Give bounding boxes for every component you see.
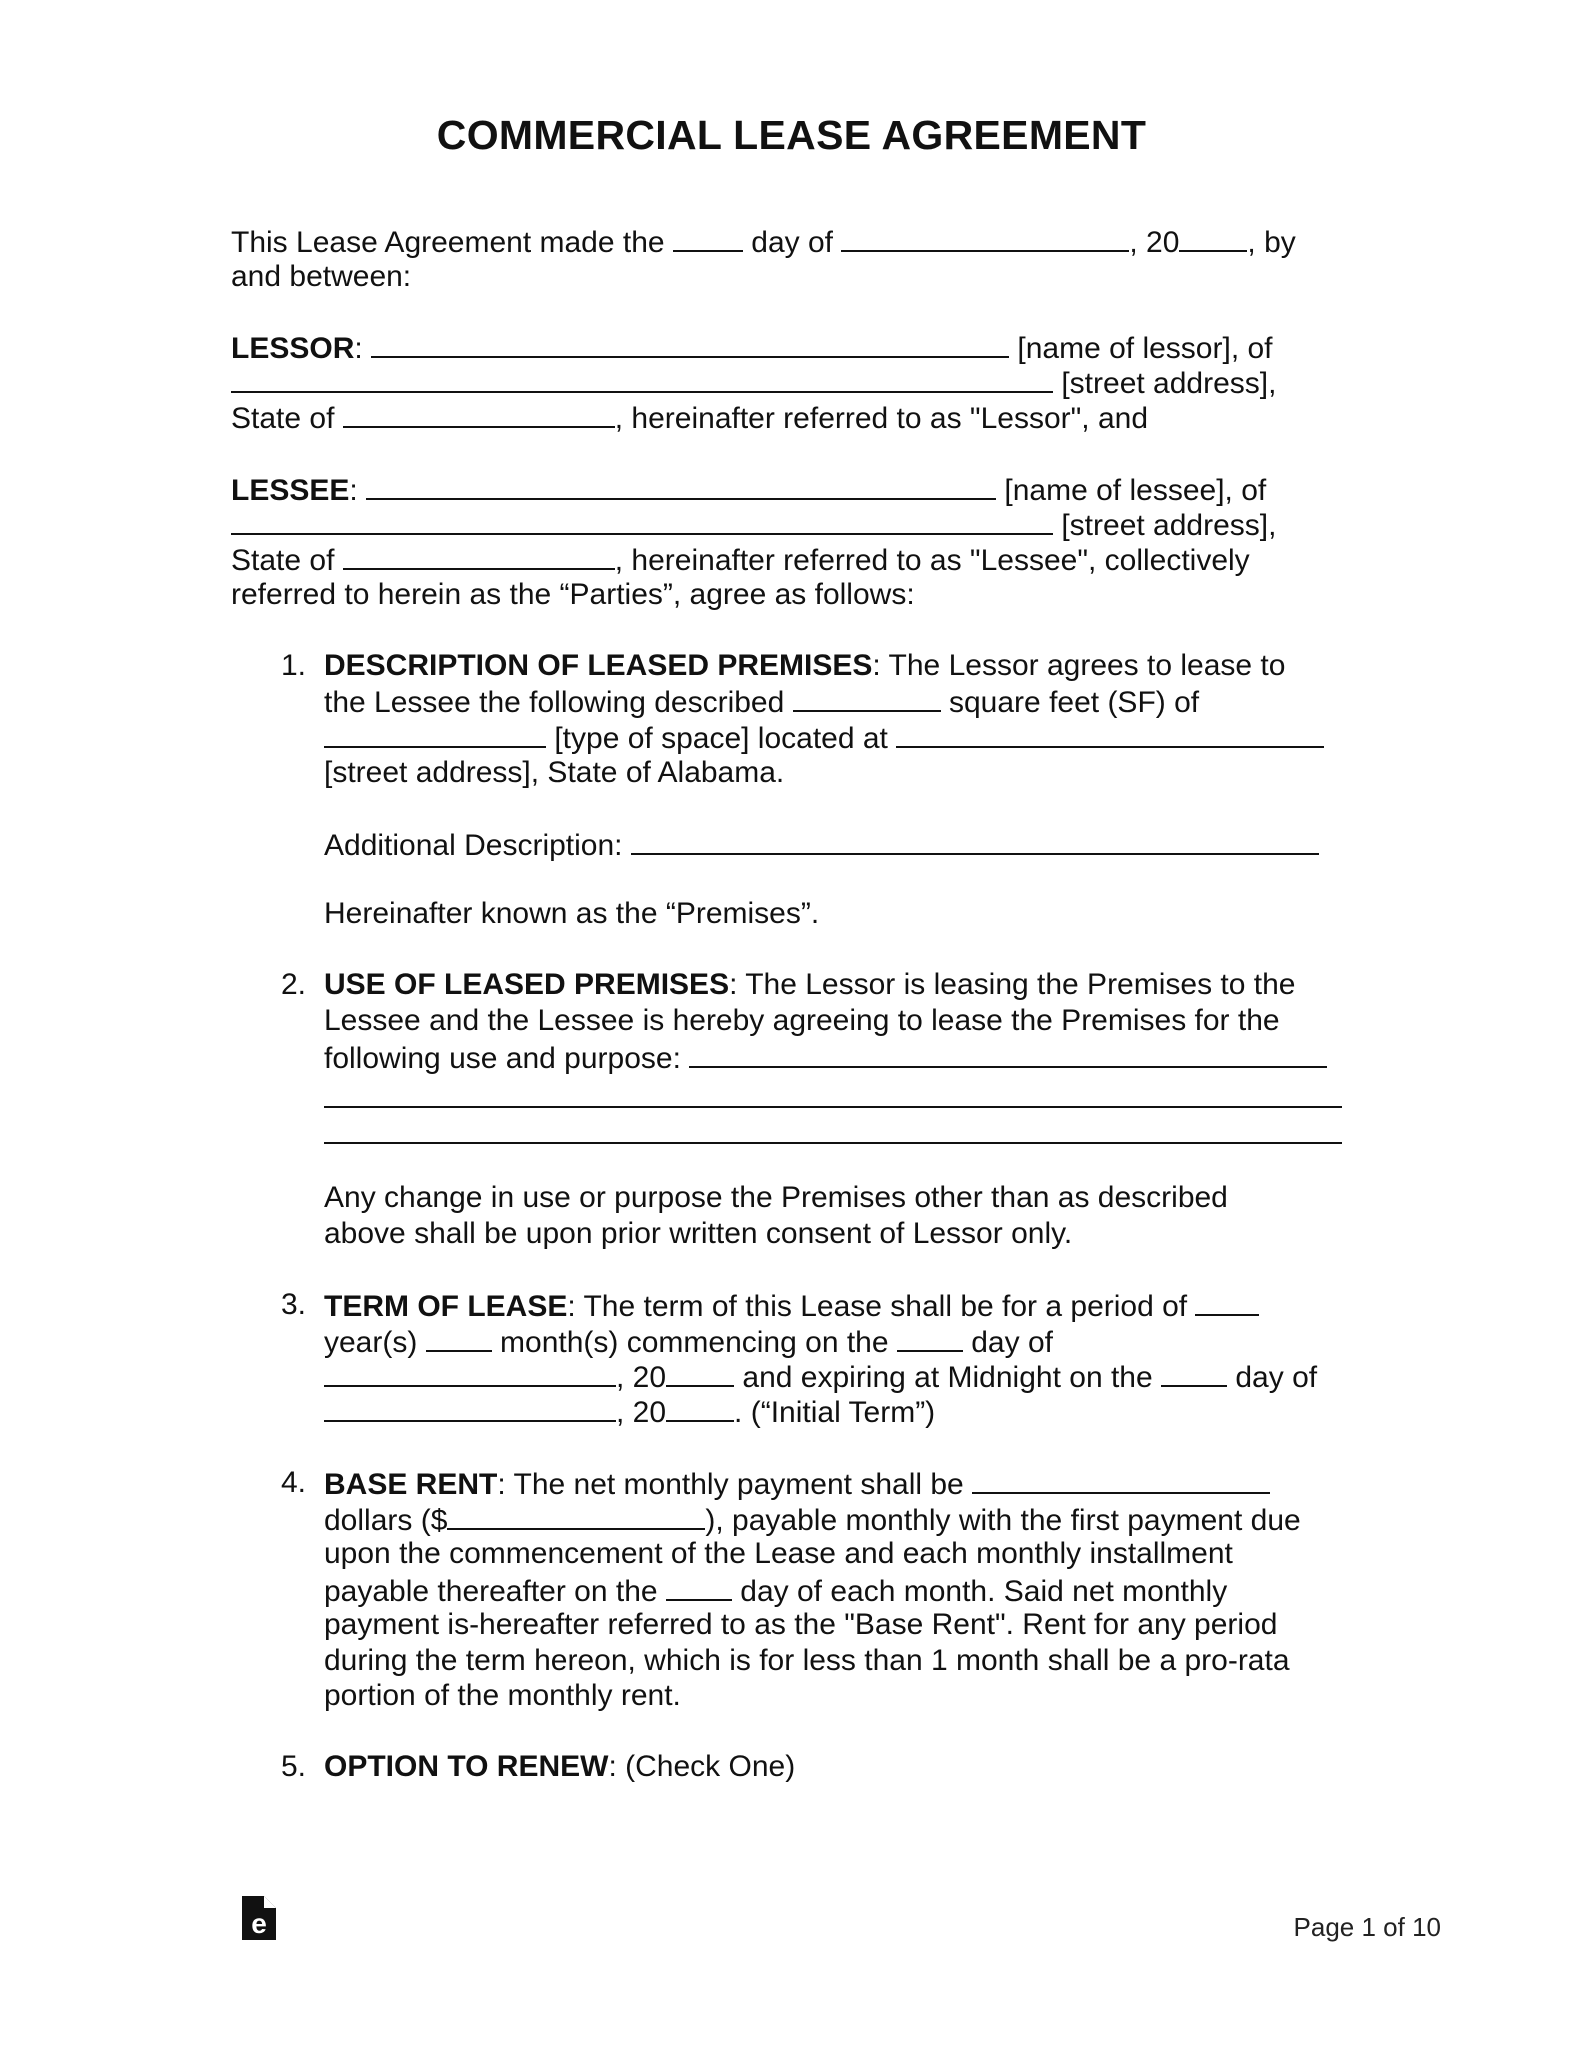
year-blank[interactable] [1179, 223, 1247, 252]
section-3-text: day of [971, 1326, 1053, 1359]
use-purpose-line-3[interactable] [324, 1142, 1342, 1144]
section-4-line-4 [324, 1572, 1227, 1610]
section-3-text: . (“Initial Term”) [734, 1396, 936, 1429]
section-2-line-2: Lessee and the Lessee is hereby agreeing to lease the Premises for the [324, 1004, 1280, 1037]
section-3-text: and expiring at Midnight on the [742, 1361, 1153, 1394]
lessee-street-hint: [street address], [1061, 509, 1277, 542]
lessor-state-blank[interactable] [343, 399, 615, 428]
section-4-text: dollars ($ [324, 1504, 448, 1537]
section-4-line-1 [324, 1465, 1270, 1503]
term-months-blank[interactable] [426, 1323, 492, 1352]
section-2-para-1: Any change in use or purpose the Premises other than as described [324, 1181, 1228, 1214]
intro-line-1 [231, 223, 1296, 261]
end-year-blank[interactable] [666, 1393, 734, 1422]
section-3-line-4 [324, 1393, 935, 1431]
end-day-blank[interactable] [1161, 1358, 1227, 1387]
section-1-line-1 [324, 648, 1285, 684]
page-number: Page 1 of 10 [1293, 1912, 1441, 1942]
intro-text: day of [751, 226, 834, 259]
lessee-line-3 [231, 541, 1250, 579]
section-3-text: month(s) commencing on the [500, 1326, 889, 1359]
section-2-text: : The Lessor is leasing the Premises to the [729, 968, 1296, 1001]
lessor-state-text: , hereinafter referred to as "Lessor", and [614, 402, 1148, 435]
lessor-state-label: State of [231, 402, 335, 435]
section-1-heading: DESCRIPTION OF LEASED PREMISES [324, 649, 873, 682]
intro-text: This Lease Agreement made the [231, 226, 665, 259]
space-type-blank[interactable] [324, 719, 546, 748]
section-3-number: 3. [280, 1288, 306, 1321]
lessor-line-3 [231, 399, 1148, 437]
lessee-colon: : [349, 474, 358, 507]
section-4-heading: BASE RENT [324, 1468, 498, 1501]
use-purpose-blank[interactable] [689, 1039, 1327, 1068]
monthly-payment-amount-blank[interactable] [447, 1501, 705, 1530]
section-1-line-3 [324, 719, 1324, 757]
section-3-line-1 [324, 1287, 1259, 1325]
section-3-heading: TERM OF LEASE [324, 1290, 568, 1323]
payment-day-blank[interactable] [666, 1572, 732, 1601]
lessor-colon: : [354, 332, 363, 365]
section-2-heading: USE OF LEASED PREMISES [324, 968, 730, 1001]
square-feet-blank[interactable] [793, 683, 941, 712]
lessor-name-hint: [name of lessor], of [1017, 332, 1273, 365]
lessee-label: LESSEE [231, 474, 350, 507]
section-3-line-3 [324, 1358, 1317, 1396]
section-2-number: 2. [280, 968, 306, 1001]
section-3-text: day of [1235, 1361, 1318, 1394]
section-4-number: 4. [280, 1466, 306, 1499]
section-1-text: : The Lessor agrees to lease to [872, 649, 1286, 682]
lessor-label: LESSOR [231, 332, 355, 365]
section-1-text: [type of space] located at [554, 722, 888, 755]
section-2-text: following use and purpose: [324, 1042, 681, 1075]
section-4-text: : The net monthly payment shall be [497, 1468, 964, 1501]
start-month-blank[interactable] [324, 1358, 616, 1387]
intro-line-2: and between: [231, 260, 412, 293]
section-4-text: payable thereafter on the [324, 1575, 658, 1608]
lessor-street-blank[interactable] [231, 364, 1053, 393]
eforms-e-logo-icon [242, 1896, 276, 1940]
lessee-state-text: , hereinafter referred to as "Lessee", collectively [614, 544, 1250, 577]
section-4-line-2 [324, 1501, 1301, 1539]
section-3-text: year(s) [324, 1326, 418, 1359]
additional-description-label: Additional Description: [324, 829, 623, 862]
section-4-line-7: portion of the monthly rent. [324, 1679, 681, 1712]
section-3-text: : The term of this Lease shall be for a period of [567, 1290, 1188, 1323]
lessor-line-2 [231, 364, 1276, 402]
section-5-line-1 [324, 1749, 795, 1785]
section-4-line-3: upon the commencement of the Lease and each monthly installment [324, 1537, 1233, 1570]
svg-text:e: e [251, 1908, 267, 1939]
section-4-line-6: during the term hereon, which is for less than 1 month shall be a pro-rata [324, 1644, 1290, 1677]
section-5-text: : (Check One) [608, 1750, 796, 1783]
document-title: COMMERCIAL LEASE AGREEMENT [436, 112, 1147, 158]
additional-description-blank[interactable] [631, 826, 1319, 855]
end-month-blank[interactable] [324, 1393, 616, 1422]
monthly-payment-words-blank[interactable] [972, 1465, 1270, 1494]
additional-description-line [324, 826, 1319, 864]
month-blank[interactable] [841, 223, 1129, 252]
lessee-line-1 [231, 471, 1266, 509]
section-1-text: the Lessee the following described [324, 686, 785, 719]
start-year-blank[interactable] [666, 1358, 734, 1387]
start-day-blank[interactable] [897, 1323, 963, 1352]
section-4-text: day of each month. Said net monthly [740, 1575, 1228, 1608]
lessee-line-4: referred to herein as the “Parties”, agree as follows: [231, 578, 915, 611]
premises-known-as: Hereinafter known as the “Premises”. [324, 897, 820, 930]
section-5-heading: OPTION TO RENEW [324, 1750, 609, 1783]
section-1-number: 1. [280, 649, 306, 682]
section-1-line-2 [324, 683, 1199, 721]
intro-text: , 20 [1129, 226, 1180, 259]
section-1-text: square feet (SF) of [949, 686, 1200, 719]
lessor-street-hint: [street address], [1061, 367, 1277, 400]
section-2-para-2: above shall be upon prior written consent of Lessor only. [324, 1217, 1073, 1250]
lessee-state-blank[interactable] [343, 541, 615, 570]
intro-text: , by [1247, 226, 1296, 259]
lessor-name-blank[interactable] [371, 329, 1009, 358]
day-blank[interactable] [673, 223, 743, 252]
premises-address-blank[interactable] [896, 719, 1324, 748]
section-3-text: , 20 [616, 1396, 667, 1429]
section-1-line-4: [street address], State of Alabama. [324, 756, 785, 789]
use-purpose-line-2[interactable] [324, 1106, 1342, 1108]
section-4-text: ), payable monthly with the first payment due [705, 1504, 1301, 1537]
lessee-street-blank[interactable] [231, 506, 1053, 535]
section-3-line-2 [324, 1323, 1053, 1361]
term-years-blank[interactable] [1195, 1287, 1259, 1316]
section-2-line-3 [324, 1039, 1327, 1077]
section-4-line-5: payment is-hereafter referred to as the "Base Rent". Rent for any period [324, 1608, 1278, 1641]
section-5-number: 5. [280, 1750, 306, 1783]
lessee-state-label: State of [231, 544, 335, 577]
lessee-name-hint: [name of lessee], of [1004, 474, 1267, 507]
lessee-name-blank[interactable] [366, 471, 996, 500]
lessee-line-2 [231, 506, 1276, 544]
lessor-line-1 [231, 329, 1273, 367]
section-3-text: , 20 [616, 1361, 667, 1394]
section-2-line-1 [324, 967, 1295, 1003]
